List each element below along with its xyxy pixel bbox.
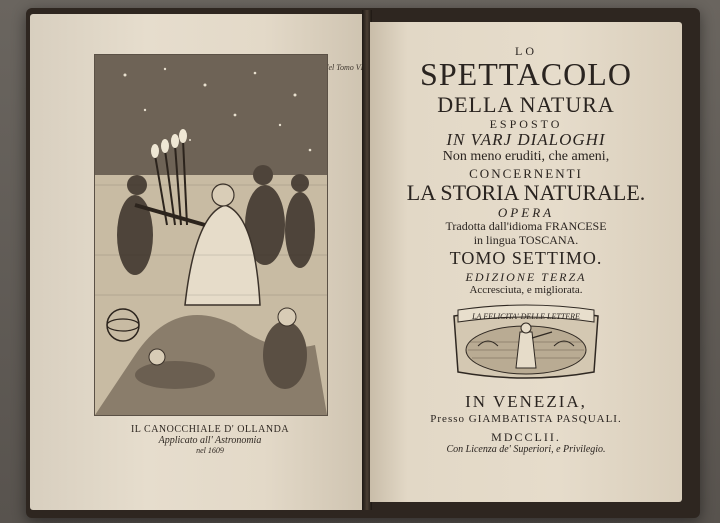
frontispiece-engraving: [94, 54, 328, 416]
caption-date: nel 1609: [196, 446, 224, 455]
title-line-licenza: Con Licenza de' Superiori, e Privilegio.: [446, 444, 606, 455]
title-line-della-natura: DELLA NATURA: [437, 92, 615, 117]
caption-title: IL CANOCCHIALE D' OLLANDA: [130, 424, 290, 435]
title-line-lo: LO: [515, 44, 537, 58]
title-line-printer: Presso GIAMBATISTA PASQUALI.: [430, 413, 622, 425]
title-line-edizione: EDIZIONE TERZA: [465, 270, 587, 284]
left-page: [30, 14, 364, 510]
title-line-storia: LA STORIA NATURALE.: [406, 180, 646, 205]
title-line-esposto: ESPOSTO: [489, 117, 563, 131]
frontispiece-caption: [94, 424, 326, 455]
title-line-tradotta: Tradotta dall'idioma FRANCESE: [445, 219, 607, 233]
title-line-opera: OPERA: [497, 205, 555, 220]
title-line-spettacolo: SPETTACOLO: [420, 56, 632, 92]
svg-text:LA FELICITA' DELLE LETTERE: LA FELICITA' DELLE LETTERE: [472, 312, 580, 321]
printer-vignette: [448, 302, 604, 384]
title-line-concernenti: CONCERNENTI: [469, 166, 583, 181]
title-line-lingua: in lingua TOSCANA.: [473, 233, 579, 247]
title-line-in-varj: IN VARJ DIALOGHI: [446, 130, 606, 149]
title-line-non-meno: Non meno eruditi, che ameni,: [442, 149, 610, 164]
title-line-year: MDCCLII.: [491, 430, 561, 444]
title-line-tomo: TOMO SETTIMO.: [449, 248, 603, 268]
title-page: [370, 22, 682, 502]
title-line-accresciuta: Accresciuta, e migliorata.: [469, 284, 583, 296]
caption-subtitle: Applicato all' Astronomia: [158, 435, 262, 446]
title-line-venezia: IN VENEZIA,: [465, 392, 587, 411]
running-head: del Tomo V: [324, 63, 361, 72]
